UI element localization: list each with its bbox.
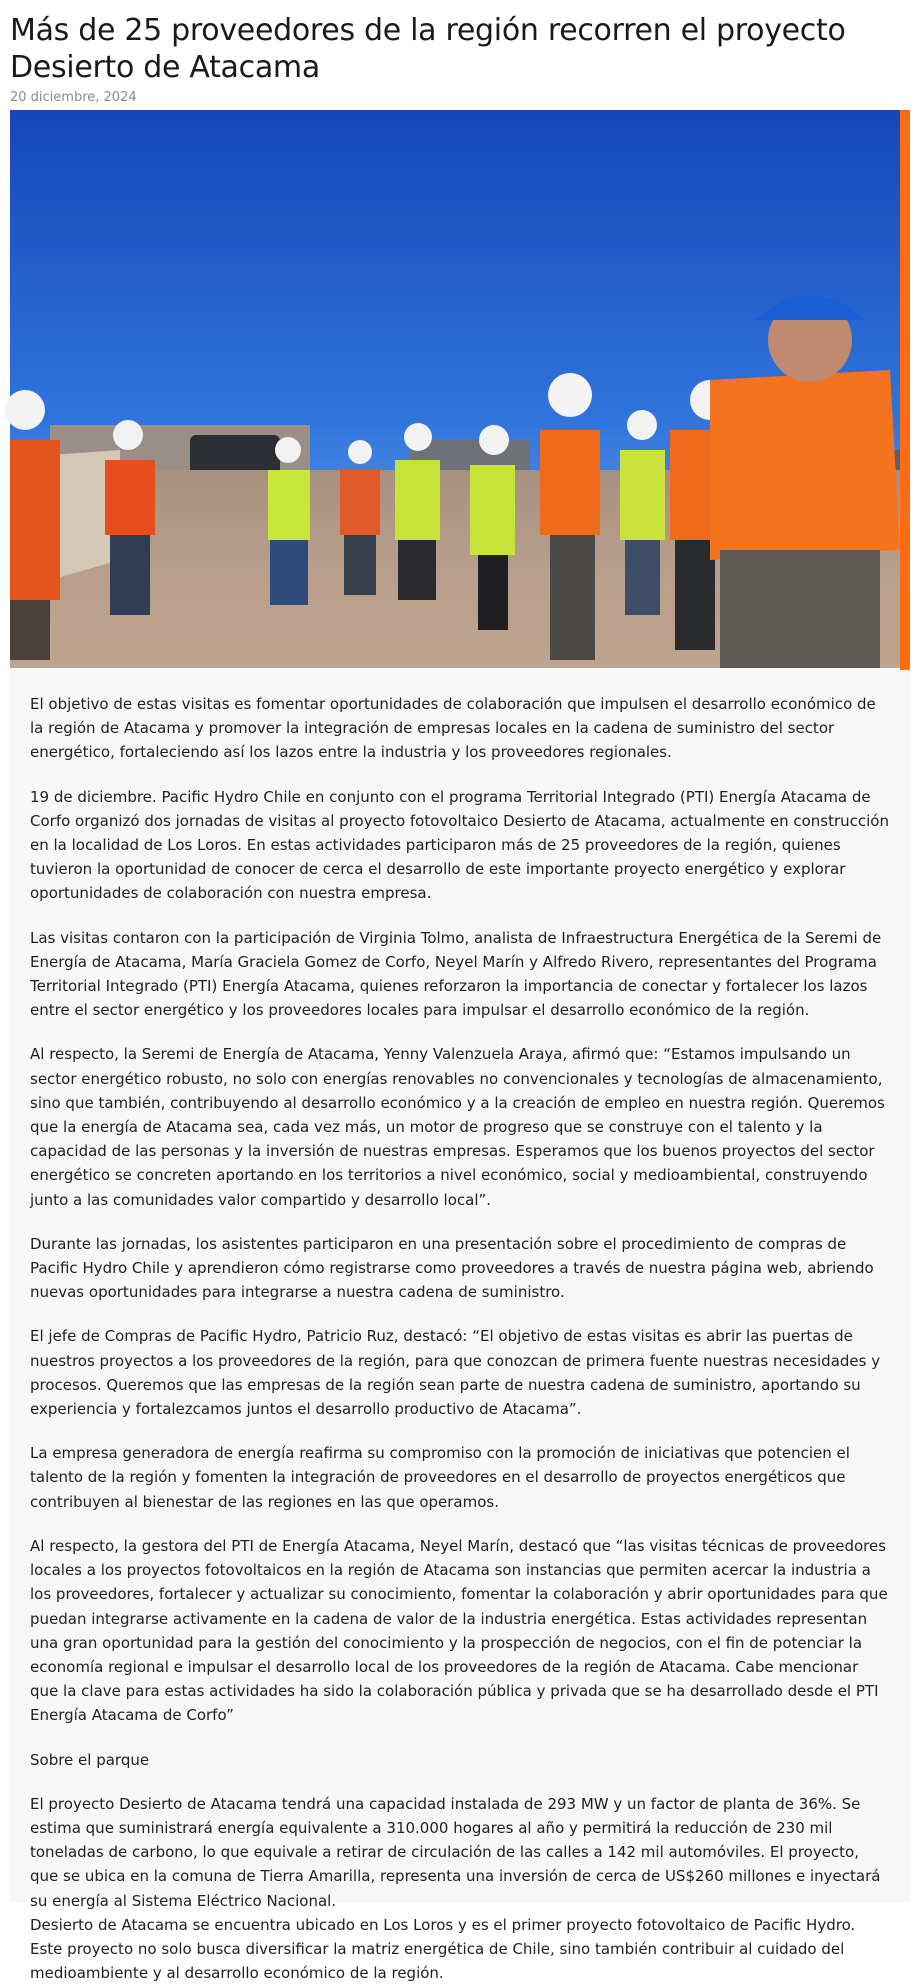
paragraph: Durante las jornadas, los asistentes participaron en una presentación sobre el procedimiento de compras de Pacific Hydro Chile y aprendieron cómo registrarse como proveedores a través de nuestra página web, abriendo nuevas oportunidades para integrarse a nuestra cadena de suministro.	[30, 1234, 874, 1302]
section-heading: Sobre el parque	[30, 1750, 150, 1769]
paragraph: El objetivo de estas visitas es fomentar oportunidades de colaboración que impulsen el desarrollo económico de la región de Atacama y promover la integración de empresas locales en la cadena de suministro del sector energético, fortaleciendo así los lazos entre la industria y los proveedores regionales.	[30, 695, 876, 762]
paragraph: Al respecto, la Seremi de Energía de Atacama, Yenny Valenzuela Araya, afirmó que: “Estamos impulsando un sector energético robusto, no solo con energías renovables no convencionales y tecnologías de almacenamiento, sino que también, contribuyendo al desarrollo económico y a la creación de empleo en nuestra región. Queremos que la energía de Atacama sea, cada vez más, un motor de progreso que se construye con el talento y la capacidad de las personas y la inversión de nuestras empresas. Esperamos que los buenos proyectos del sector energético se concreten aportando en los territorios a nivel económico, social y medioambiental, construyendo junto a las comunidades valor compartido y desarrollo local”.	[30, 1045, 885, 1209]
article-title: Más de 25 proveedores de la región recorren el proyecto Desierto de Atacama	[10, 13, 846, 85]
hero-image	[10, 110, 910, 668]
article-date: 20 diciembre, 2024	[10, 90, 137, 105]
paragraph: La empresa generadora de energía reafirma su compromiso con la promoción de iniciativas que potencien el talento de la región y fomenten la integración de proveedores en el desarrollo de proyectos energéticos que contribuyen al bienestar de las regiones en las que operamos.	[30, 1444, 850, 1511]
article-body	[10, 670, 910, 1983]
accent-bar	[900, 110, 910, 670]
paragraph: 19 de diciembre. Pacific Hydro Chile en conjunto con el programa Territorial Integrado (PTI) Energía Atacama de Corfo organizó dos jornadas de visitas al proyecto fotovoltaico Desierto de Atacama, actualmente en construcción en la localidad de Los Loros. En estas actividades participaron más de 25 proveedores de la región, quienes tuvieron la oportunidad de conocer de cerca el desarrollo de este importante proyecto energético y explorar oportunidades de colaboración con nuestra empresa.	[30, 787, 889, 903]
paragraph: El proyecto Desierto de Atacama tendrá una capacidad instalada de 293 MW y un factor de planta de 36%. Se estima que suministrará energía equivalente a 310.000 hogares al año y permitirá la reducción de 230 mil toneladas de carbono, lo que equivale a retirar de circulación de las calles a 142 mil automóviles. El proyecto, que se ubica en la comuna de Tierra Amarilla, representa una inversión de cerca de US$260 millones e inyectará su energía al Sistema Eléctrico Nacional.	[30, 1794, 881, 1910]
paragraph: Al respecto, la gestora del PTI de Energía Atacama, Neyel Marín, destacó que “las visitas técnicas de proveedores locales a los proyectos fotovoltaicos en la región de Atacama son instancias que permiten acercar la industria a los proveedores, fortalecer y actualizar su conocimiento, fomentar la colaboración y abrir oportunidades para que puedan integrarse activamente en la cadena de valor de la industria energética. Estas actividades representan una gran oportunidad para la gestión del conocimiento y la prospección de negocios, con el fin de potenciar la economía regional e impulsar el desarrollo local de los proveedores de la región de Atacama. Cabe mencionar que la clave para estas actividades ha sido la colaboración pública y privada que se ha desarrollado desde el PTI Energía Atacama de Corfo”	[30, 1536, 888, 1725]
hero-photo-illustration	[10, 110, 910, 668]
paragraph: Las visitas contaron con la participación de Virginia Tolmo, analista de Infraestructura Energética de la Seremi de Energía de Atacama, María Graciela Gomez de Corfo, Neyel Marín y Alfredo Rivero, representantes del Programa Territorial Integrado (PTI) Energía Atacama, quienes reforzaron la importancia de conectar y fortalecer los lazos entre el sector energético y los proveedores locales para impulsar el desarrollo económico de la región.	[30, 928, 882, 1020]
paragraph: El jefe de Compras de Pacific Hydro, Patricio Ruz, destacó: “El objetivo de estas visitas es abrir las puertas de nuestros proyectos a los proveedores de la región, para que conozcan de primera fuente nuestras necesidades y procesos. Queremos que las empresas de la región sean parte de nuestra cadena de suministro, aportando su experiencia y fortalezcamos juntos el desarrollo productivo de Atacama”.	[30, 1327, 881, 1419]
paragraph: Desierto de Atacama se encuentra ubicado en Los Loros y es el primer proyecto fotovoltaico de Pacific Hydro. Este proyecto no solo busca diversificar la matriz energética de Chile, sino también contribuir al cuidado del medioambiente y al desarrollo económico de la región.	[30, 1915, 856, 1983]
